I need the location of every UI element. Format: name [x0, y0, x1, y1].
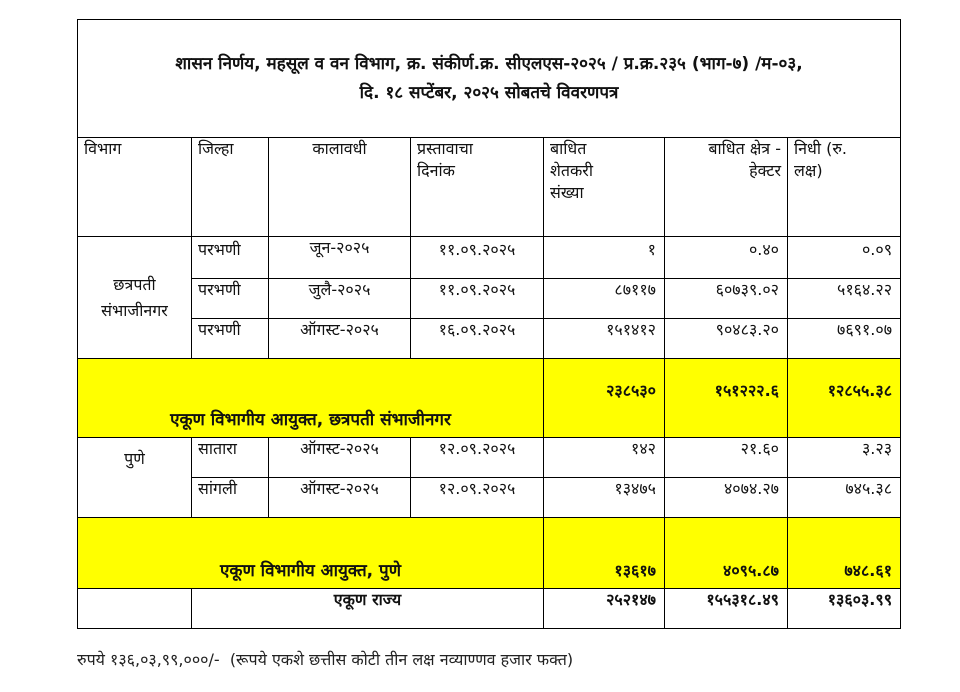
table-row	[78, 319, 901, 359]
subtotal-farmers: १३६१७	[544, 518, 665, 589]
fund-cell: ५१६४.२२	[788, 279, 901, 319]
document-title	[78, 20, 901, 138]
subtotal-row	[78, 518, 901, 589]
proposal-date-cell: १२.०९.२०२५	[411, 478, 544, 518]
farmers-cell: १३४७५	[544, 478, 665, 518]
fund-cell: ३.२३	[788, 438, 901, 478]
period-cell: जुलै-२०२५	[269, 279, 411, 319]
district-cell: सातारा	[192, 438, 269, 478]
period-cell: ऑगस्ट-२०२५	[269, 478, 411, 518]
header-fund: निधी (रु. लक्ष)	[788, 138, 901, 237]
table-row	[78, 279, 901, 319]
proposal-date-cell: १६.०९.२०२५	[411, 319, 544, 359]
subtotal-row	[78, 359, 901, 438]
district-cell: परभणी	[192, 279, 269, 319]
statement-table	[77, 19, 901, 629]
division-cell: छत्रपती संभाजीनगर	[78, 237, 192, 359]
table-row	[78, 237, 901, 279]
grand-total-area: १५५३१८.४९	[665, 589, 788, 629]
period-cell: ऑगस्ट-२०२५	[269, 438, 411, 478]
header-farmers: बाधित शेतकरी संख्या	[544, 138, 665, 237]
area-cell: ०.४०	[665, 237, 788, 279]
subtotal-farmers: २३८५३०	[544, 359, 665, 438]
division-cell: पुणे	[78, 438, 192, 518]
farmers-cell: १५१४१२	[544, 319, 665, 359]
district-cell: परभणी	[192, 319, 269, 359]
subtotal-fund: ७४८.६१	[788, 518, 901, 589]
subtotal-fund: १२८५५.३८	[788, 359, 901, 438]
fund-cell: ०.०९	[788, 237, 901, 279]
proposal-date-cell: ११.०९.२०२५	[411, 279, 544, 319]
district-cell: परभणी	[192, 237, 269, 279]
header-division: विभाग	[78, 138, 192, 237]
grand-total-farmers: २५२१४७	[544, 589, 665, 629]
district-cell: सांगली	[192, 478, 269, 518]
header-district: जिल्हा	[192, 138, 269, 237]
period-cell: जून-२०२५	[269, 237, 411, 279]
period-cell: ऑगस्ट-२०२५	[269, 319, 411, 359]
proposal-date-cell: १२.०९.२०२५	[411, 438, 544, 478]
grand-total-fund: १३६०३.९९	[788, 589, 901, 629]
amount-in-words: रुपये १३६,०३,९९,०००/- (रूपये एकशे छत्तीस कोटी तीन लक्ष नव्याण्णव हजार फक्त)	[77, 650, 574, 669]
grand-total-blank	[78, 589, 192, 629]
header-area: बाधित क्षेत्र - हेक्टर	[665, 138, 788, 237]
header-proposal-date: प्रस्तावाचा दिनांक	[411, 138, 544, 237]
header-period: कालावधी	[269, 138, 411, 237]
proposal-date-cell: ११.०९.२०२५	[411, 237, 544, 279]
grand-total-row	[78, 589, 901, 629]
area-cell: २१.६०	[665, 438, 788, 478]
farmers-cell: ८७११७	[544, 279, 665, 319]
farmers-cell: १४२	[544, 438, 665, 478]
fund-cell: ७६९१.०७	[788, 319, 901, 359]
header-row	[78, 138, 901, 237]
subtotal-label: एकूण विभागीय आयुक्त, पुणे	[78, 518, 544, 589]
grand-total-label: एकूण राज्य	[192, 589, 544, 629]
table-row	[78, 438, 901, 478]
farmers-cell: १	[544, 237, 665, 279]
area-cell: ६०७३९.०२	[665, 279, 788, 319]
subtotal-area: ४०९५.८७	[665, 518, 788, 589]
subtotal-area: १५१२२२.६	[665, 359, 788, 438]
area-cell: ९०४८३.२०	[665, 319, 788, 359]
title-line-1: शासन निर्णय, महसूल व वन विभाग, क्र. संकीर्ण.क्र. सीएलएस-२०२५ / प्र.क्र.२३५ (भाग-७) /म-०३,	[175, 53, 803, 74]
table-row	[78, 478, 901, 518]
title-line-2: दि. १८ सप्टेंबर, २०२५ सोबतचे विवरणपत्र	[359, 82, 619, 103]
area-cell: ४०७४.२७	[665, 478, 788, 518]
fund-cell: ७४५.३८	[788, 478, 901, 518]
subtotal-label: एकूण विभागीय आयुक्त, छत्रपती संभाजीनगर	[78, 359, 544, 438]
